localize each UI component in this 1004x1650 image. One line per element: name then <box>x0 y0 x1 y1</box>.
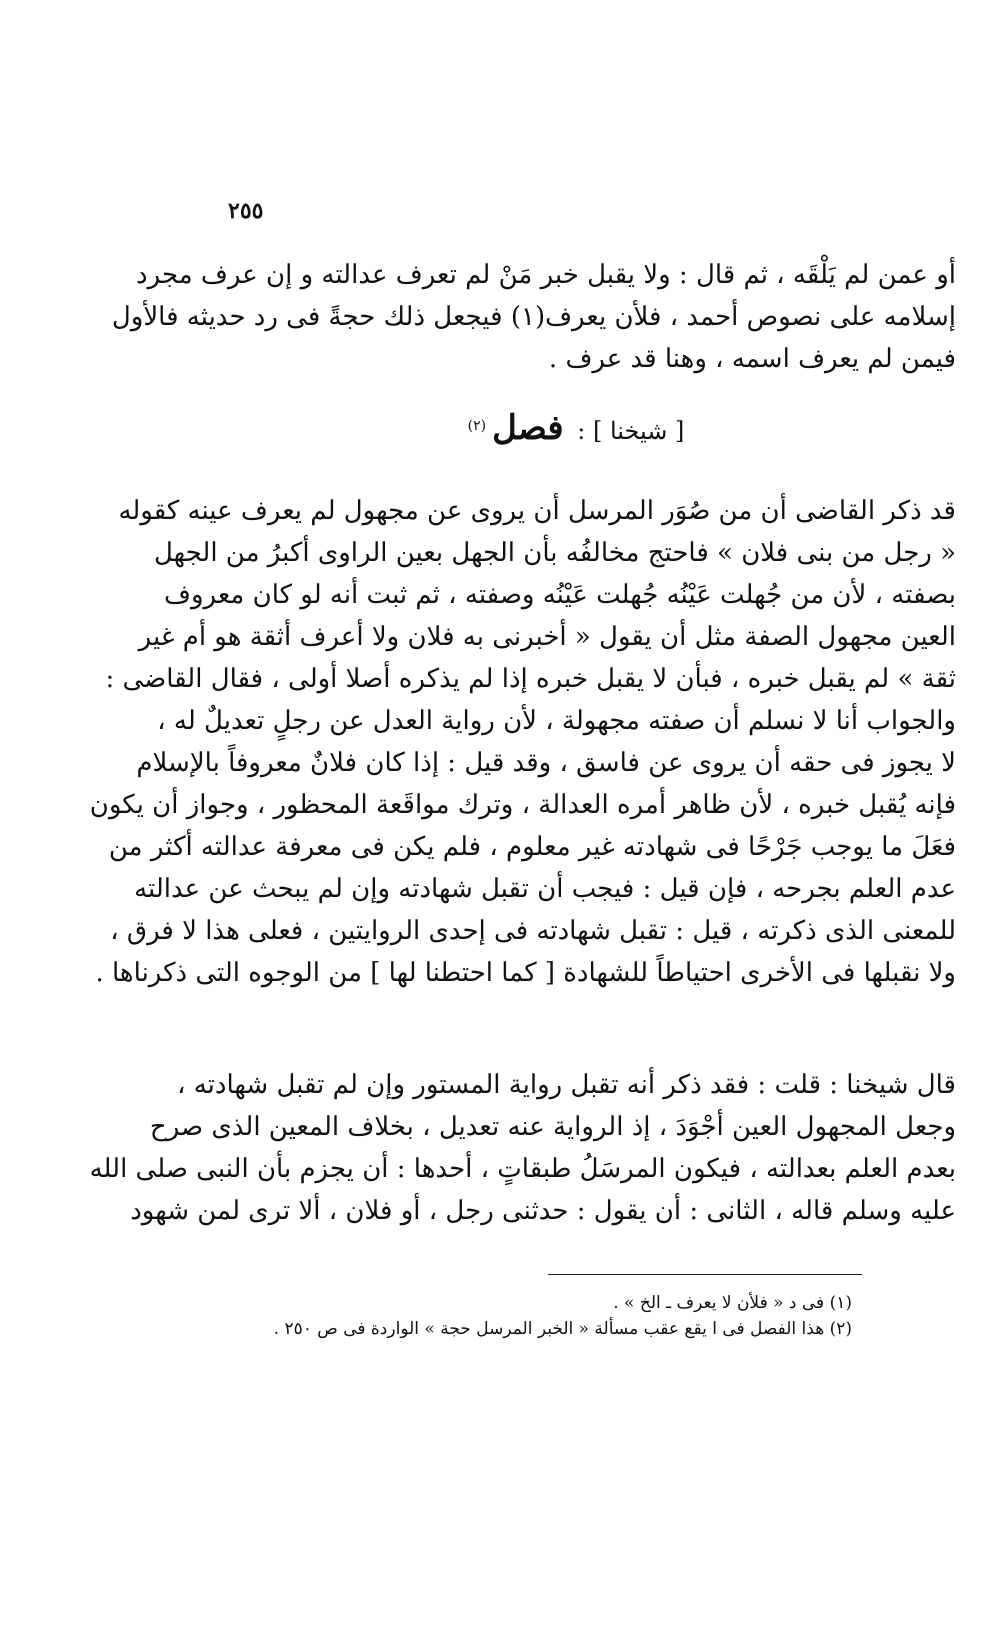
heading-bracket: [ شيخنا ] : <box>577 417 685 445</box>
text-line: قد ذكر القاضى أن من صُوَر المرسل أن يروى عن مجهول لم يعرف عينه كقوله <box>118 496 956 526</box>
text-line: قال شيخنا : قلت : فقد ذكر أنه تقبل رواية المستور وإن لم تقبل شهادته ، <box>177 1070 956 1100</box>
text-line: بصفته ، لأن من جُهلت عَيْنُه جُهلت عَيْنُه وصفته ، ثم ثبت أنه لو كان معروف <box>164 580 956 610</box>
text-line: فعَلَ ما يوجب جَرْحًا فى شهادته غير معلوم ، فلم يكن فى معرفة عدالته أكثر من <box>108 832 956 862</box>
footnote-divider <box>548 1274 862 1275</box>
paragraph-3 <box>89 1064 956 1232</box>
text-line: ثقة » لم يقبل خبره ، فبأن لا يقبل خبره إذا لم يذكره أصلا أولى ، فقال القاضى : <box>105 664 956 694</box>
text-line: عليه وسلم قاله ، الثانى : أن يقول : حدثنى رجل ، أو فلان ، ألا ترى لمن شهود <box>130 1196 956 1226</box>
heading-footnote-ref: (٢) <box>467 418 487 434</box>
text-line: فإنه يُقبل خبره ، لأن ظاهر أمره العدالة ، وترك مواقَعة المحظور ، وجواز أن يكون <box>89 790 956 820</box>
paragraph-2 <box>89 490 956 994</box>
text-line: بعدم العلم بعدالته ، فيكون المرسَلُ طبقاتٍ ، أحدها : أن يجزم بأن النبى صلى الله <box>89 1154 956 1184</box>
footnote: (٢) هذا الفصل فى ا يقع عقب مسألة « الخبر المرسل حجة » الواردة فى ص ٢٥٠ . <box>273 1319 852 1339</box>
text-line: لا يجوز فى حقه أن يروى عن فاسق ، وقد قيل : إذا كان فلانٌ معروفاً بالإسلام <box>136 748 956 778</box>
text-line: ولا نقبلها فى الأخرى احتياطاً للشهادة [ كما احتطنا لها ] من الوجوه التى ذكرناها . <box>95 958 956 988</box>
page-number: ٢٥٥ <box>228 198 264 224</box>
text-line: عدم العلم بجرحه ، فإن قيل : فيجب أن تقبل شهادته وإن لم يبحث عن عدالته <box>134 874 956 904</box>
heading-title: فصل <box>492 408 564 448</box>
text-line: إسلامه على نصوص أحمد ، فلأن يعرف(١) فيجعل ذلك حجةً فى رد حديثه فالأول <box>111 302 956 332</box>
text-line: والجواب أنا لا نسلم أن صفته مجهولة ، لأن رواية العدل عن رجلٍ تعديلٌ له ، <box>157 706 956 736</box>
paragraph-1 <box>111 254 956 380</box>
footnotes <box>240 1290 852 1342</box>
text-line: وجعل المجهول العين أجْوَدَ ، إذ الرواية عنه تعديل ، بخلاف المعين الذى صرح <box>149 1112 956 1142</box>
text-line: للمعنى الذى ذكرته ، قيل : تقبل شهادته فى إحدى الروايتين ، فعلى هذا لا فرق ، <box>110 916 956 946</box>
text-line: العين مجهول الصفة مثل أن يقول « أخبرنى به فلان ولا أعرف أثقة هو أم غير <box>138 622 956 652</box>
text-line: أو عمن لم يَلْقَه ، ثم قال : ولا يقبل خبر مَنْ لم تعرف عدالته و إن عرف مجرد <box>136 260 956 290</box>
section-heading <box>196 408 956 448</box>
text-line: فيمن لم يعرف اسمه ، وهنا قد عرف . <box>548 344 956 374</box>
text-line: « رجل من بنى فلان » فاحتج مخالفُه بأن الجهل بعين الراوى أكبرُ من الجهل <box>153 538 956 568</box>
footnote: (١) فى د « فلأن لا يعرف ـ الخ » . <box>613 1293 852 1313</box>
